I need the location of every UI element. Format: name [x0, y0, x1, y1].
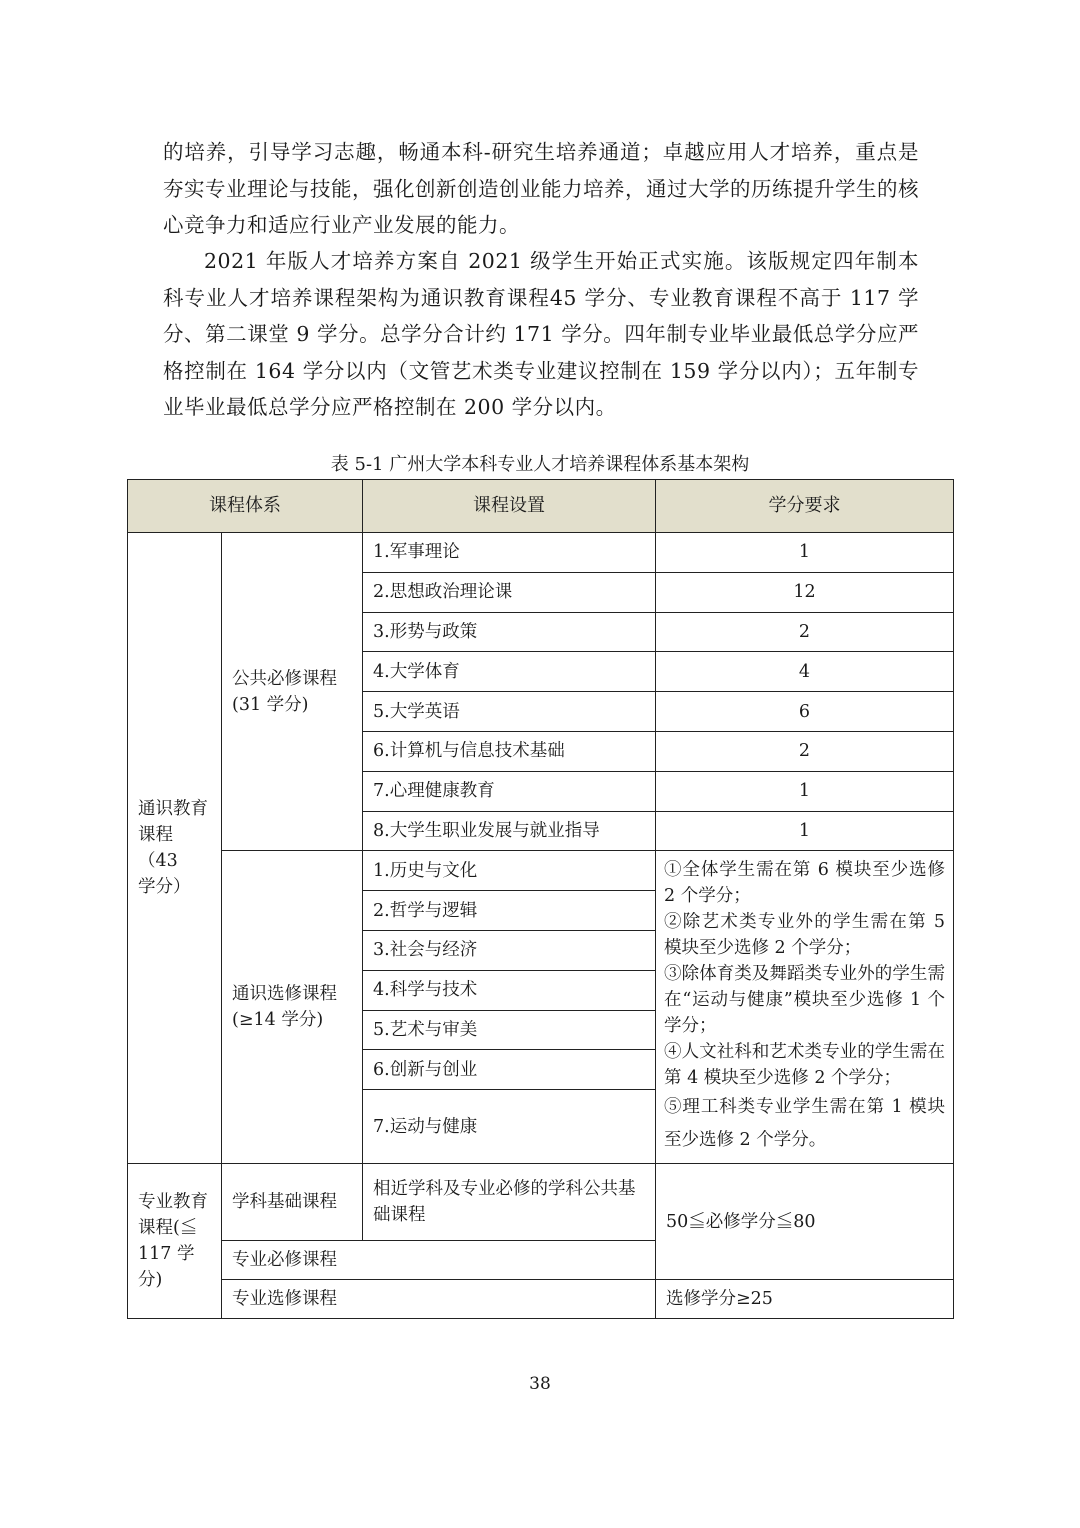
course-cell: 6.创新与创业	[363, 1050, 656, 1090]
required-credit-cell: 50≦必修学分≦80	[656, 1164, 954, 1280]
page-number: 38	[529, 1374, 551, 1394]
credit-cell: 12	[656, 572, 954, 612]
table-row	[128, 1280, 954, 1319]
credit-cell: 6	[656, 692, 954, 732]
header-course-system: 课程体系	[128, 480, 363, 533]
course-cell: 3.社会与经济	[363, 930, 656, 970]
course-cell: 5.艺术与审美	[363, 1010, 656, 1050]
course-cell: 6.计算机与信息技术基础	[363, 731, 656, 771]
table-row	[128, 533, 954, 573]
course-cell: 4.科学与技术	[363, 970, 656, 1010]
course-cell: 4.大学体育	[363, 652, 656, 692]
credit-cell: 2	[656, 612, 954, 652]
course-cell: 2.哲学与逻辑	[363, 891, 656, 931]
table-row	[128, 851, 954, 891]
curriculum-table	[127, 479, 954, 1319]
body-paragraph-2: 2021 年版人才培养方案自 2021 级学生开始正式实施。该版规定四年制本科专业人才培养课程架构为通识教育课程45 学分、专业教育课程不高于 117 学分、第二课堂 9 学分。总学分合计约 171 学分。四年制专业毕业最低总学分应严格控制在 164 学分以内（文管艺术类专业建议控制在 159 学分以内）；五年制专业毕业最低总学分应严格控制在 200 学分以内。	[163, 249, 919, 419]
course-cell: 5.大学英语	[363, 692, 656, 732]
major-required-label: 专业必修课程	[222, 1241, 656, 1280]
header-course-setting: 课程设置	[363, 480, 656, 533]
elective-credit-cell: 选修学分≥25	[656, 1280, 954, 1319]
major-elective-label: 专业选修课程	[222, 1280, 656, 1319]
general-education-label: 通识教育 课程（43 学分）	[128, 533, 222, 1164]
foundation-course-label: 学科基础课程	[222, 1164, 363, 1241]
table-caption: 表 5-1 广州大学本科专业人才培养课程体系基本架构	[330, 454, 750, 475]
course-cell: 7.心理健康教育	[363, 771, 656, 811]
header-credit-requirement: 学分要求	[656, 480, 954, 533]
credit-cell: 1	[656, 811, 954, 851]
table-row	[128, 1164, 954, 1241]
course-cell: 1.军事理论	[363, 533, 656, 573]
course-cell: 8.大学生职业发展与就业指导	[363, 811, 656, 851]
course-cell: 7.运动与健康	[363, 1090, 656, 1164]
elective-notes: ①全体学生需在第 6 模块至少选修 2 个学分； ②除艺术类专业外的学生需在第 5 模块至少选修 2 个学分； ③除体育类及舞蹈类专业外的学生需在“运动与健康”模块至少选修 1 个学分； ④人文社科和艺术类专业的学生需在第 4 模块至少选修 2 个学分； ⑤理工科类专业学生需在第 1 模块至少选修 2 个学分。	[656, 851, 954, 1164]
table-header-row	[128, 480, 954, 533]
course-cell: 2.思想政治理论课	[363, 572, 656, 612]
credit-cell: 4	[656, 652, 954, 692]
credit-cell: 2	[656, 731, 954, 771]
course-cell: 1.历史与文化	[363, 851, 656, 891]
public-required-label: 公共必修课程 (31 学分)	[222, 533, 363, 851]
credit-cell: 1	[656, 771, 954, 811]
foundation-course-desc: 相近学科及专业必修的学科公共基础课程	[363, 1164, 656, 1241]
general-elective-label: 通识选修课程 (≥14 学分)	[222, 851, 363, 1164]
course-cell: 3.形势与政策	[363, 612, 656, 652]
professional-education-label: 专业教育 课程(≦ 117 学分)	[128, 1164, 222, 1319]
body-paragraph-1: 的培养，引导学习志趣，畅通本科-研究生培养通道；卓越应用人才培养，重点是夯实专业理论与技能，强化创新创造创业能力培养，通过大学的历练提升学生的核心竞争力和适应行业产业发展的能力。	[163, 140, 919, 237]
credit-cell: 1	[656, 533, 954, 573]
